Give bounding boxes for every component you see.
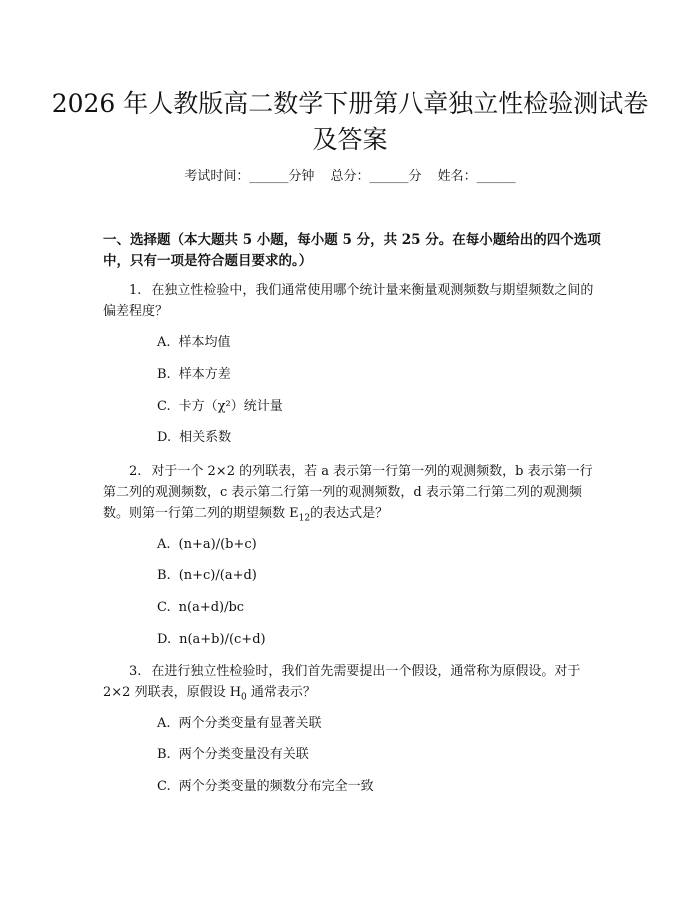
- option-letter: A.: [157, 716, 171, 731]
- question-2-option-c: [157, 598, 244, 618]
- option-text: 两个分类变量有显著关联: [178, 716, 322, 731]
- option-letter: D.: [157, 632, 172, 647]
- option-letter: C.: [157, 600, 171, 615]
- option-text: 相关系数: [179, 430, 232, 445]
- question-text: 在独立性检验中，我们通常使用哪个统计量来衡量观测频数与期望频数之间的偏差程度？: [103, 283, 594, 319]
- question-number: 3.: [129, 664, 142, 679]
- question-1-option-b: [157, 365, 231, 385]
- question-1-option-d: [157, 428, 231, 448]
- question-2-option-a: [157, 535, 257, 555]
- option-text: 样本方差: [178, 367, 231, 382]
- student-name-field: 姓名：______: [437, 169, 516, 184]
- option-letter: B.: [157, 568, 171, 583]
- exam-time-field: 考试时间：______分钟: [184, 169, 315, 184]
- section-header-multiple-choice: 一、选择题（本大题共 5 小题，每小题 5 分，共 25 分。在每小题给出的四个选项中，只有一项是符合题目要求的。）: [103, 232, 601, 269]
- exam-info-line: [0, 167, 700, 187]
- option-letter: D.: [157, 430, 172, 445]
- option-letter: A.: [157, 335, 171, 350]
- question-text-end: 的表达式是？: [310, 506, 389, 521]
- option-text: n(a+d)/bc: [178, 600, 245, 615]
- question-text: 对于一个 2×2 的列联表，若 a 表示第一行第一列的观测频数，b 表示第一行第二列的观测频数，c 表示第二行第一列的观测频数，d 表示第二行第二列的观测频数。则第一行第二列的期望频数 E: [103, 464, 593, 521]
- question-text: 在进行独立性检验时，我们首先需要提出一个假设，通常称为原假设。对于 2×2 列联表，原假设 H: [103, 664, 581, 700]
- question-text-end: 通常表示？: [246, 685, 316, 700]
- question-number: 1.: [129, 283, 142, 298]
- option-text: (n+c)/(a+d): [178, 568, 257, 583]
- option-letter: B.: [157, 367, 171, 382]
- option-text: 样本均值: [178, 335, 231, 350]
- option-text: 卡方（χ²）统计量: [178, 399, 283, 414]
- document-title: 2026 年人教版高二数学下册第八章独立性检验测试卷及答案: [51, 89, 649, 154]
- question-1-stem: [103, 280, 601, 322]
- total-score-field: 总分：______分: [330, 169, 422, 184]
- question-3-option-a: [157, 714, 322, 734]
- question-2-stem: [103, 461, 601, 530]
- question-number: 2.: [129, 464, 142, 479]
- option-text: 两个分类变量的频数分布完全一致: [178, 779, 374, 794]
- option-letter: C.: [157, 399, 171, 414]
- subscript: 0: [241, 692, 247, 703]
- option-text: (n+a)/(b+c): [178, 537, 257, 552]
- question-3-option-c: [157, 777, 374, 797]
- question-2-option-d: [157, 630, 266, 650]
- subscript: 12: [298, 513, 311, 524]
- question-2-option-b: [157, 566, 257, 586]
- option-letter: C.: [157, 779, 171, 794]
- option-letter: B.: [157, 747, 171, 762]
- option-letter: A.: [157, 537, 171, 552]
- option-text: 两个分类变量没有关联: [178, 747, 309, 762]
- question-1-option-c: [157, 397, 283, 417]
- question-3-option-b: [157, 745, 309, 765]
- option-text: n(a+b)/(c+d): [179, 632, 266, 647]
- question-3-stem: [103, 661, 601, 709]
- question-1-option-a: [157, 333, 231, 353]
